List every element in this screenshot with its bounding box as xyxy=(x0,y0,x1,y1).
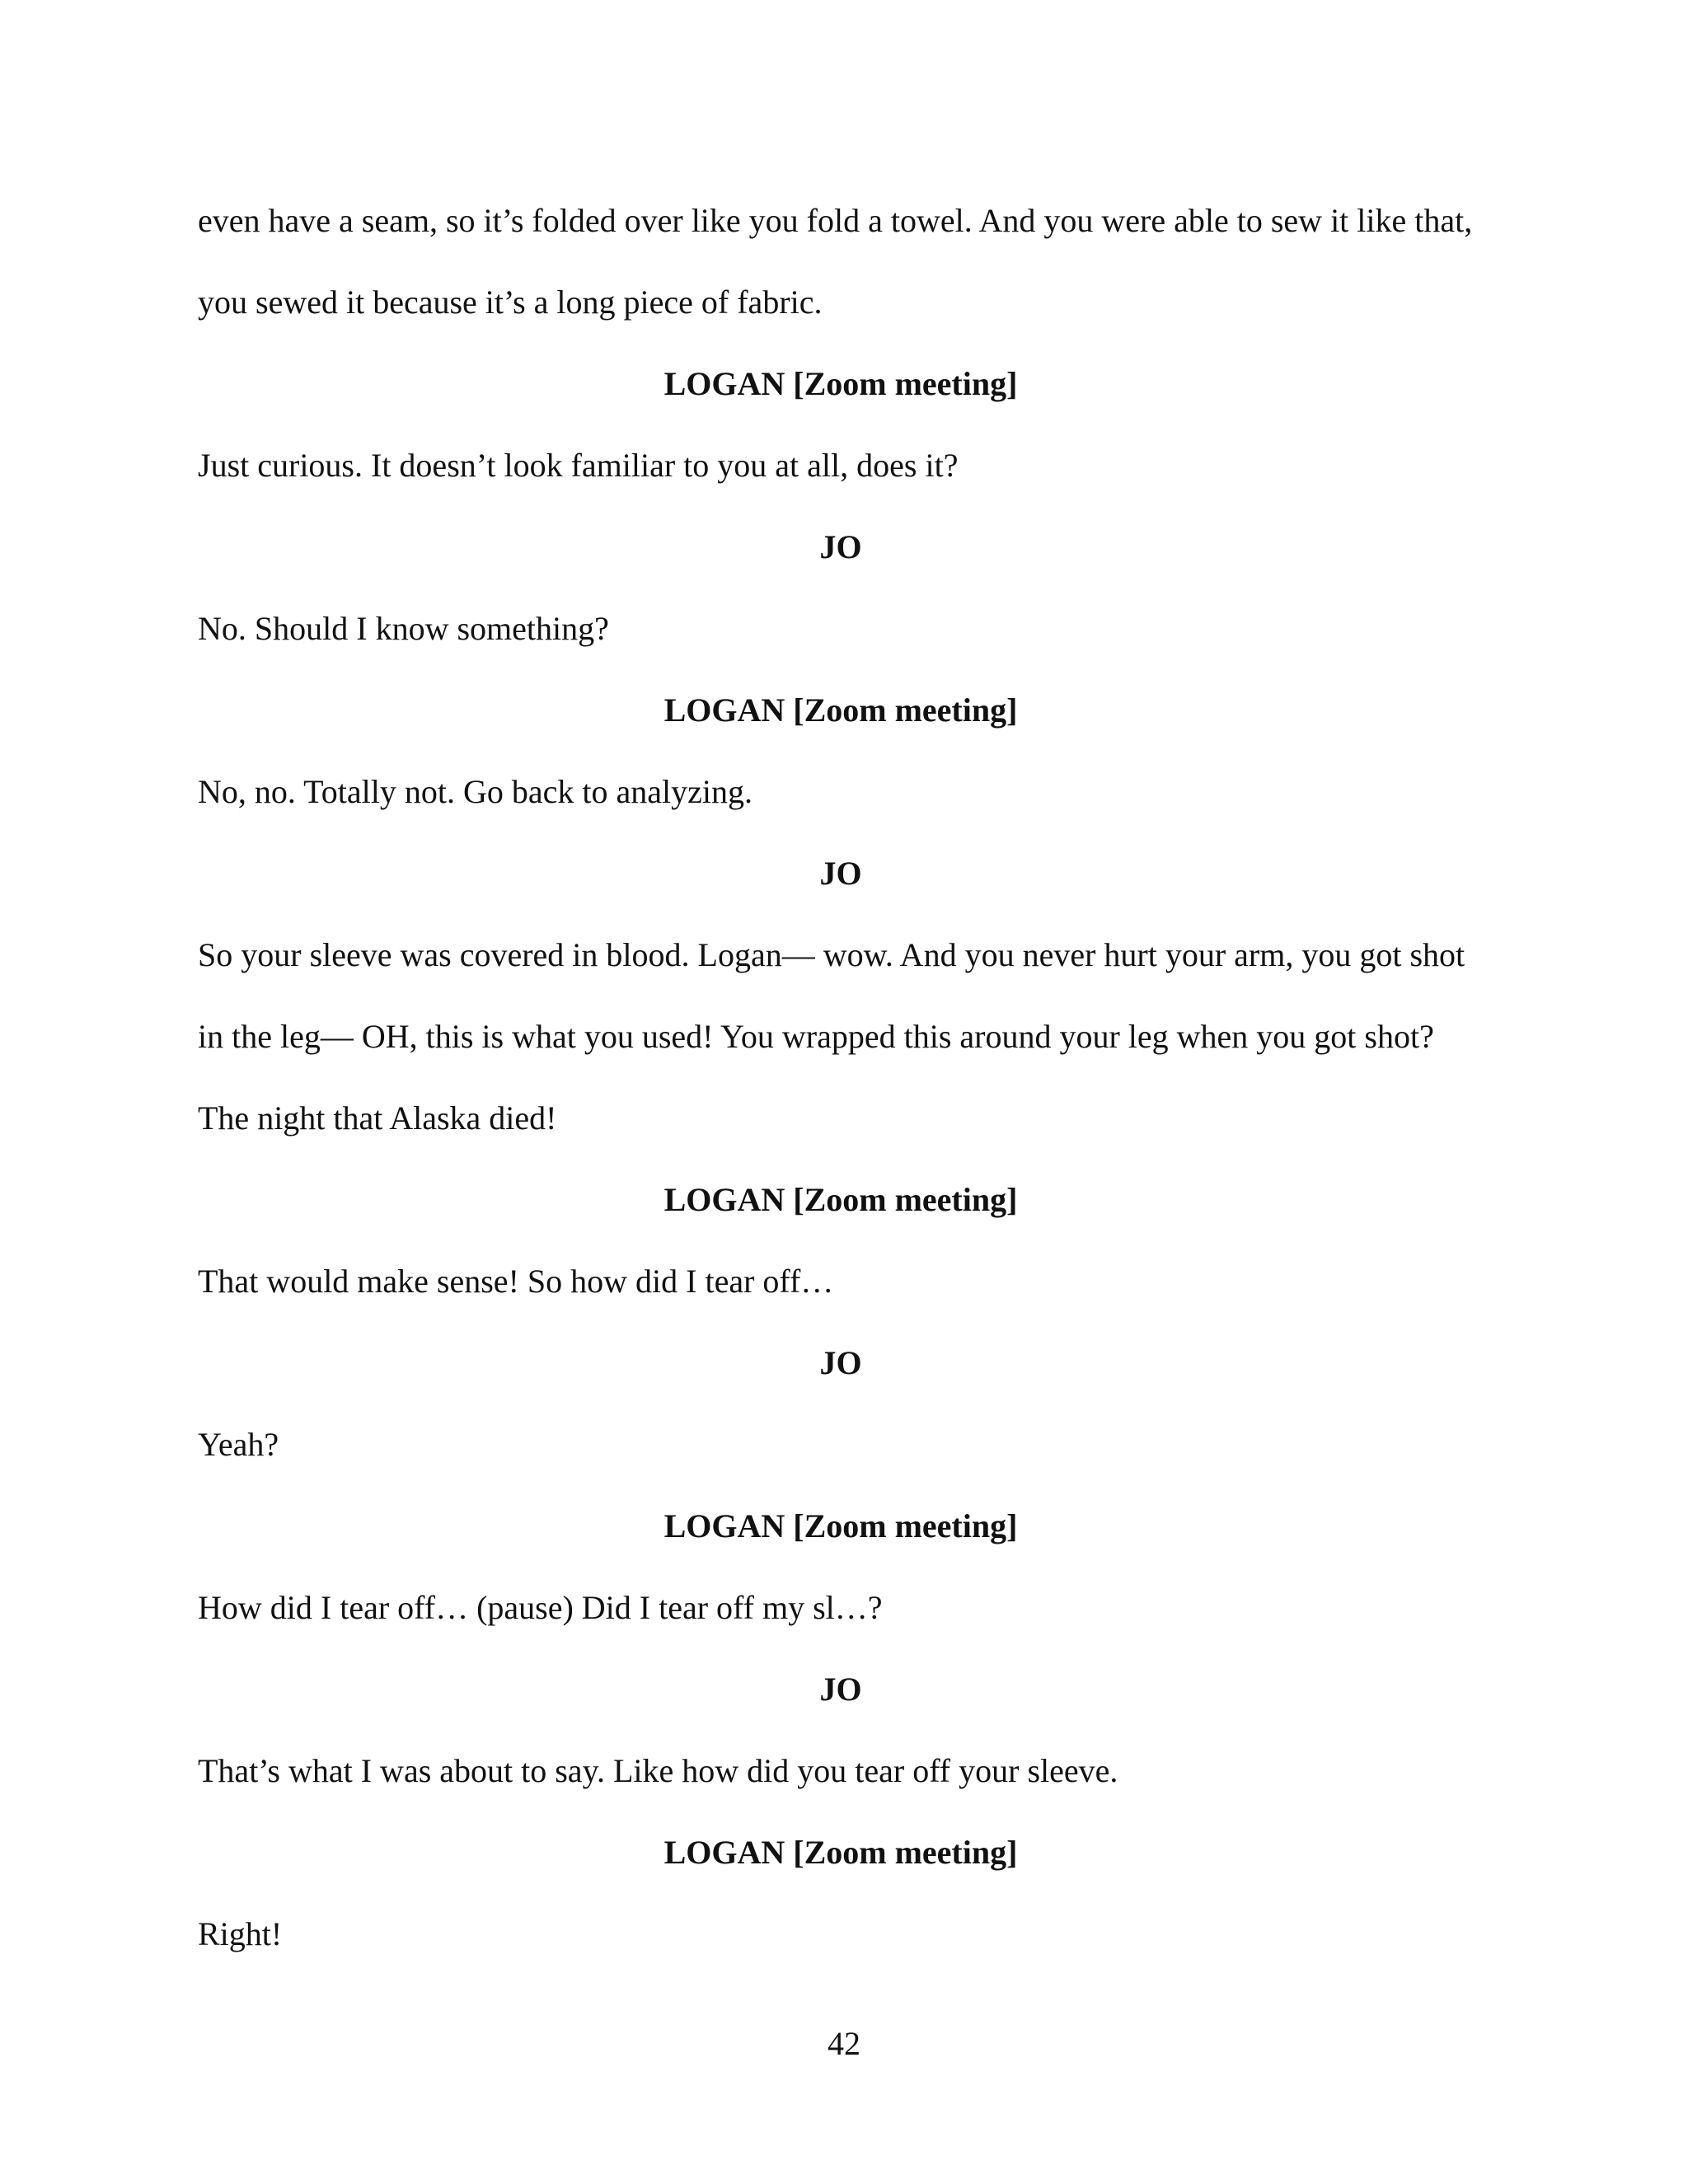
dialogue-line: The night that Alaska died! xyxy=(198,1099,557,1137)
dialogue-line: No. Should I know something? xyxy=(198,610,609,647)
character-cue: LOGAN [Zoom meeting] xyxy=(663,365,1018,402)
character-cue: JO xyxy=(819,855,862,892)
dialogue-line: How did I tear off… (pause) Did I tear off my sl…? xyxy=(198,1589,883,1626)
page-number: 42 xyxy=(828,2025,860,2062)
character-cue: JO xyxy=(819,528,862,565)
dialogue-line: Yeah? xyxy=(198,1426,279,1463)
character-cue: LOGAN [Zoom meeting] xyxy=(663,691,1018,729)
character-cue: JO xyxy=(819,1344,862,1381)
dialogue-line: No, no. Totally not. Go back to analyzing. xyxy=(198,773,753,810)
character-cue: LOGAN [Zoom meeting] xyxy=(663,1507,1018,1544)
dialogue-line: Right! xyxy=(198,1915,283,1952)
dialogue-line: So your sleeve was covered in blood. Logan— wow. And you never hurt your arm, you got shot xyxy=(198,936,1465,973)
dialogue-line: That’s what I was about to say. Like how did you tear off your sleeve. xyxy=(198,1752,1118,1789)
dialogue-line: in the leg— OH, this is what you used! You wrapped this around your leg when you got shot? xyxy=(198,1018,1434,1055)
character-cue: JO xyxy=(819,1671,862,1708)
script-body xyxy=(198,196,1484,1991)
character-cue: LOGAN [Zoom meeting] xyxy=(663,1834,1018,1871)
dialogue-line: That would make sense! So how did I tear off… xyxy=(198,1263,834,1300)
dialogue-line: even have a seam, so it’s folded over like you fold a towel. And you were able to sew it like that, xyxy=(198,202,1473,239)
dialogue-line: you sewed it because it’s a long piece of fabric. xyxy=(198,284,823,321)
dialogue-line: Just curious. It doesn’t look familiar to you at all, does it? xyxy=(198,447,959,484)
character-cue: LOGAN [Zoom meeting] xyxy=(663,1181,1018,1218)
